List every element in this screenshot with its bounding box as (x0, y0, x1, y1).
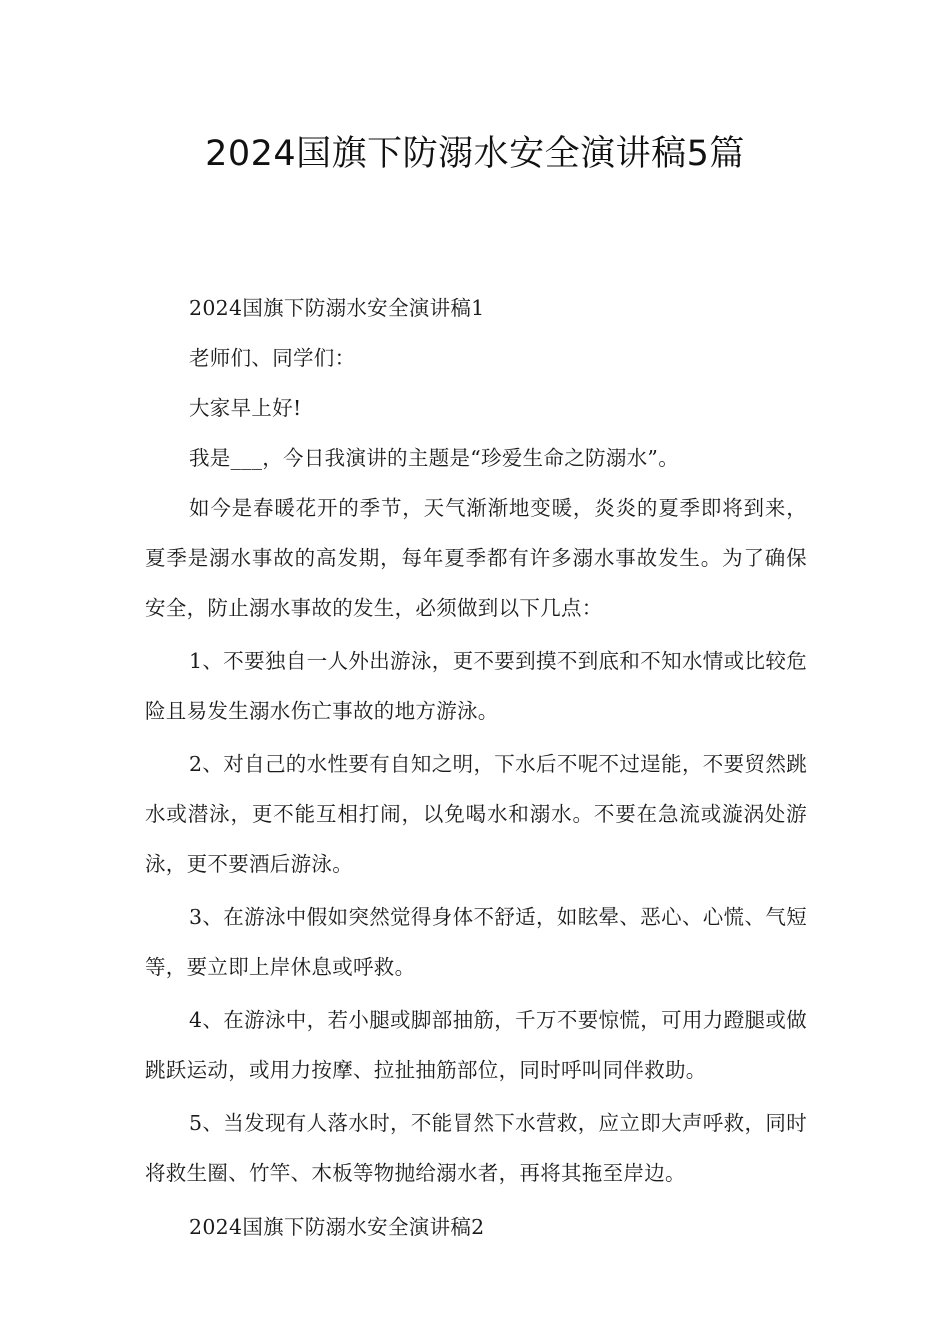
greeting: 大家早上好! (189, 396, 302, 420)
rule-item-3: 3、在游泳中假如突然觉得身体不舒适，如眩晕、恶心、心慌、气短等，要立即上岸休息或呼救。 (145, 905, 807, 979)
section-heading-2: 2024国旗下防溺水安全演讲稿2 (189, 1215, 485, 1239)
rule-item-1: 1、不要独自一人外出游泳，更不要到摸不到底和不知水情或比较危险且易发生溺水伤亡事故的地方游泳。 (145, 649, 807, 723)
salutation: 老师们、同学们： (189, 346, 356, 370)
rule-item-4: 4、在游泳中，若小腿或脚部抽筋，千万不要惊慌，可用力蹬腿或做跳跃运动，或用力按摩、拉扯抽筋部位，同时呼叫同伴救助。 (145, 1008, 807, 1082)
document-body (145, 283, 807, 1252)
rule-item-2: 2、对自己的水性要有自知之明，下水后不呢不过逞能，不要贸然跳水或潜泳，更不能互相打闹，以免喝水和溺水。不要在急流或漩涡处游泳，更不要酒后游泳。 (145, 752, 807, 876)
document-title: 2024国旗下防溺水安全演讲稿5篇 (205, 134, 745, 174)
rule-item-5: 5、当发现有人落水时，不能冒然下水营救，应立即大声呼救，同时将救生圈、竹竿、木板等物抛给溺水者，再将其拖至岸边。 (145, 1111, 807, 1185)
section-heading-1: 2024国旗下防溺水安全演讲稿1 (189, 296, 485, 320)
intro-paragraph: 我是___，今日我演讲的主题是“珍爱生命之防溺水”。 (189, 446, 680, 470)
context-paragraph: 如今是春暖花开的季节，天气渐渐地变暖，炎炎的夏季即将到来，夏季是溺水事故的高发期，每年夏季都有许多溺水事故发生。为了确保安全，防止溺水事故的发生，必须做到以下几点： (145, 496, 807, 620)
